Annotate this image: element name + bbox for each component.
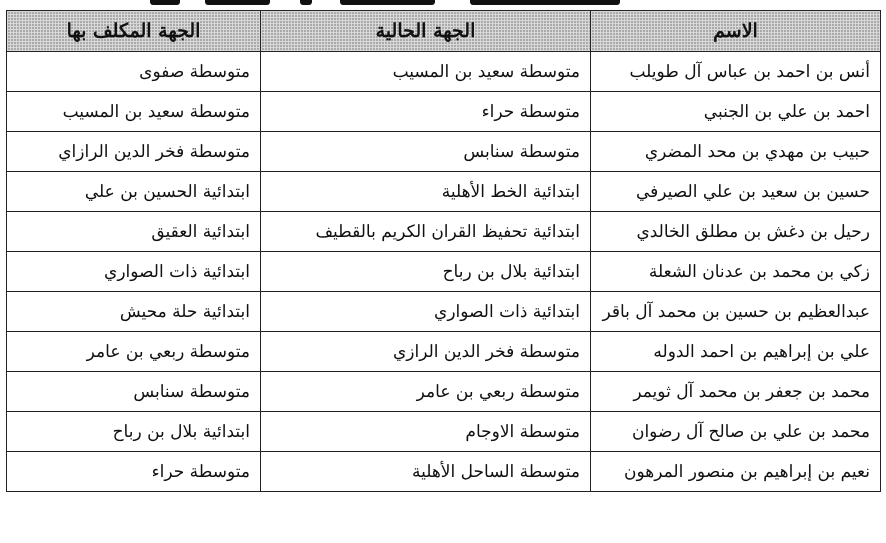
table-row bbox=[7, 252, 881, 292]
cell-assigned-school: متوسطة فخر الدين الرازاي bbox=[7, 132, 261, 172]
table-row bbox=[7, 212, 881, 252]
table-row bbox=[7, 132, 881, 172]
header-name: الاسم bbox=[591, 11, 881, 52]
cell-assigned-school: متوسطة سنابس bbox=[7, 372, 261, 412]
table-body bbox=[7, 52, 881, 492]
cell-name: محمد بن جعفر بن محمد آل ثويمر bbox=[591, 372, 881, 412]
cell-current-school: متوسطة الساحل الأهلية bbox=[261, 452, 591, 492]
cell-assigned-school: متوسطة سعيد بن المسيب bbox=[7, 92, 261, 132]
cell-name: رحيل بن دغش بن مطلق الخالدي bbox=[591, 212, 881, 252]
cell-assigned-school: ابتدائية العقيق bbox=[7, 212, 261, 252]
cropped-heading-fragment bbox=[0, 0, 886, 10]
cell-assigned-school: ابتدائية حلة محيش bbox=[7, 292, 261, 332]
table-row bbox=[7, 372, 881, 412]
cell-name: حبيب بن مهدي بن محد المضري bbox=[591, 132, 881, 172]
cell-current-school: متوسطة سعيد بن المسيب bbox=[261, 52, 591, 92]
table-row bbox=[7, 412, 881, 452]
cell-name: حسين بن سعيد بن علي الصيرفي bbox=[591, 172, 881, 212]
cell-assigned-school: متوسطة ربعي بن عامر bbox=[7, 332, 261, 372]
table-row bbox=[7, 452, 881, 492]
table-row bbox=[7, 92, 881, 132]
table-row bbox=[7, 172, 881, 212]
cell-name: عبدالعظيم بن حسين بن محمد آل باقر bbox=[591, 292, 881, 332]
cell-current-school: ابتدائية الخط الأهلية bbox=[261, 172, 591, 212]
cell-current-school: متوسطة الاوجام bbox=[261, 412, 591, 452]
cell-assigned-school: متوسطة حراء bbox=[7, 452, 261, 492]
cell-current-school: متوسطة سنابس bbox=[261, 132, 591, 172]
table-row bbox=[7, 332, 881, 372]
table-header-row bbox=[7, 11, 881, 52]
cell-current-school: متوسطة فخر الدين الرازي bbox=[261, 332, 591, 372]
cell-name: محمد بن علي بن صالح آل رضوان bbox=[591, 412, 881, 452]
cell-name: نعيم بن إبراهيم بن منصور المرهون bbox=[591, 452, 881, 492]
cell-name: احمد بن علي بن الجنبي bbox=[591, 92, 881, 132]
cell-assigned-school: متوسطة صفوى bbox=[7, 52, 261, 92]
cell-current-school: متوسطة ربعي بن عامر bbox=[261, 372, 591, 412]
table-row bbox=[7, 292, 881, 332]
cell-current-school: ابتدائية ذات الصواري bbox=[261, 292, 591, 332]
header-assigned-school: الجهة المكلف بها bbox=[7, 11, 261, 52]
cell-name: علي بن إبراهيم بن احمد الدوله bbox=[591, 332, 881, 372]
cell-current-school: ابتدائية تحفيظ القران الكريم بالقطيف bbox=[261, 212, 591, 252]
cell-assigned-school: ابتدائية بلال بن رباح bbox=[7, 412, 261, 452]
cell-current-school: متوسطة حراء bbox=[261, 92, 591, 132]
cell-name: أنس بن احمد بن عباس آل طويلب bbox=[591, 52, 881, 92]
cell-assigned-school: ابتدائية الحسين بن علي bbox=[7, 172, 261, 212]
staff-assignment-table bbox=[6, 10, 881, 492]
cell-assigned-school: ابتدائية ذات الصواري bbox=[7, 252, 261, 292]
table-row bbox=[7, 52, 881, 92]
cell-current-school: ابتدائية بلال بن رباح bbox=[261, 252, 591, 292]
cell-name: زكي بن محمد بن عدنان الشعلة bbox=[591, 252, 881, 292]
header-current-school: الجهة الحالية bbox=[261, 11, 591, 52]
